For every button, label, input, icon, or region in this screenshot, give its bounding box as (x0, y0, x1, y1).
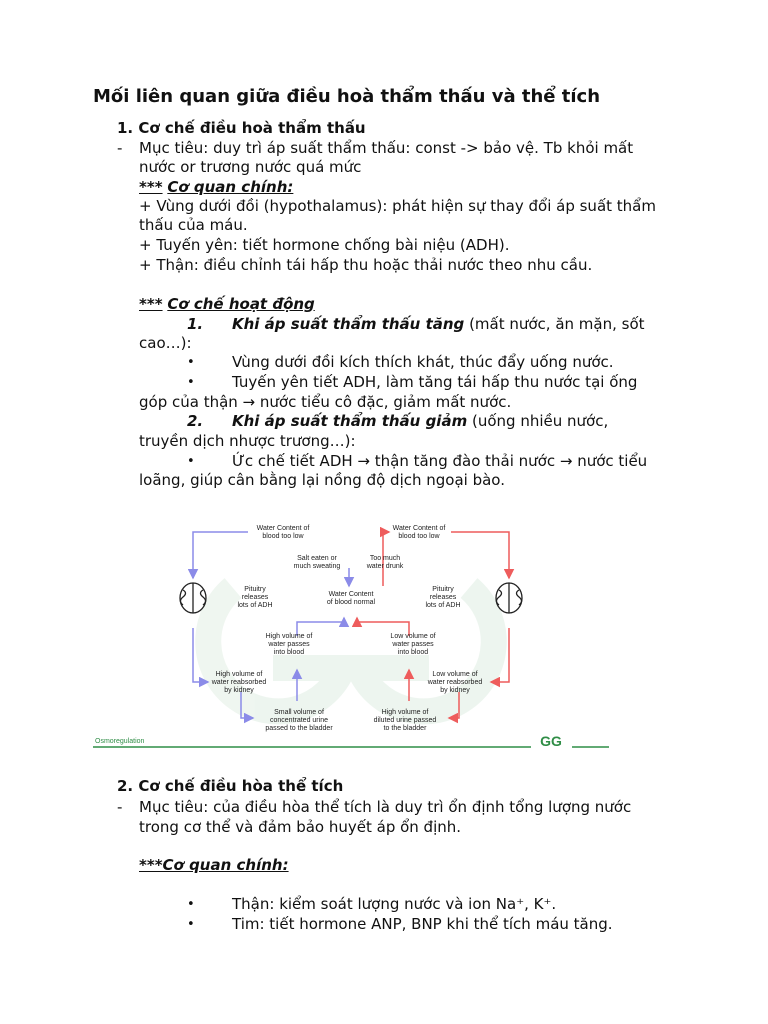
pituitary-right-label: Pituitry releases lots of ADH (425, 586, 461, 609)
organs-stars: *** (139, 178, 163, 196)
decrease-heading (232, 412, 608, 431)
increase-causes-line2: cao…): (139, 334, 192, 352)
increase-bullet1: Vùng dưới đồi kích thích khát, thúc đẩy uống nước. (232, 353, 614, 371)
bullet-icon: • (187, 375, 195, 390)
high-reabsorbed-label: High volume of water reabsorbed by kidney (211, 671, 267, 694)
mechanism-heading (139, 295, 315, 314)
goal-text-line1: Mục tiêu: duy trì áp suất thẩm thấu: const -> bảo vệ. Tb khỏi mất (139, 139, 634, 157)
water-low-right-label: Water Content of blood too low (392, 525, 446, 540)
hypothalamus-line1: + Vùng dưới đồi (hypothalamus): phát hiện sự thay đổi áp suất thẩm (139, 197, 656, 215)
pituitary-line: + Tuyến yên: tiết hormone chống bài niệu (ADH). (139, 236, 510, 254)
section-2-heading: 2. Cơ chế điều hòa thể tích (117, 777, 344, 795)
bullet-icon: • (187, 897, 195, 912)
mechanism-stars: *** (139, 295, 163, 313)
decrease-label: Khi áp suất thẩm thấu giảm (232, 412, 468, 430)
decrease-causes-line2: truyền dịch nhược trương…): (139, 432, 356, 450)
increase-number: 1. (187, 315, 204, 333)
bullet-icon: • (187, 917, 195, 932)
hypothalamus-line2: thấu của máu. (139, 216, 248, 234)
low-volume-passes-label: Low volume of water passes into blood (390, 633, 436, 656)
goal2-dash: - (117, 798, 123, 816)
organs2-bullet2: Tim: tiết hormone ANP, BNP khi thể tích máu tăng. (232, 915, 613, 933)
brain-icon (180, 583, 206, 613)
kidney-line: + Thận: điều chỉnh tái hấp thu hoặc thải nước theo nhu cầu. (139, 256, 593, 274)
water-low-left-label: Water Content of blood too low (256, 525, 310, 540)
bullet-icon: • (187, 454, 195, 469)
decrease-number: 2. (187, 412, 204, 430)
decrease-causes: (uống nhiều nước, (471, 412, 609, 430)
page-title: Mối liên quan giữa điều hoà thẩm thấu và thể tích (93, 86, 601, 107)
increase-label: Khi áp suất thẩm thấu tăng (232, 315, 465, 333)
increase-bullet2-line2: góp của thận → nước tiểu cô đặc, giảm mất nước. (139, 393, 512, 411)
section-1-heading: 1. Cơ chế điều hoà thẩm thấu (117, 119, 366, 137)
pituitary-left-label: Pituitry releases lots of ADH (237, 586, 273, 609)
goal-dash: - (117, 139, 123, 157)
decrease-bullet1-line1: Ức chế tiết ADH → thận tăng đào thải nước → nước tiểu (232, 452, 648, 470)
svg-text:GG: GG (540, 733, 562, 749)
organs-heading (139, 178, 293, 197)
water-normal-label: Water Content of blood normal (326, 591, 376, 606)
low-reabsorbed-label: Low volume of water reabsorbed by kidney (427, 671, 483, 694)
organs-label: Cơ quan chính: (167, 178, 294, 196)
small-volume-urine-label: Small volume of concentrated urine passed to the bladder (265, 709, 333, 732)
mechanism-label: Cơ chế hoạt động (167, 295, 315, 313)
too-much-water-label: Too much water drunk (366, 555, 404, 570)
goal2-text-line1: Mục tiêu: của điều hòa thể tích là duy trì ổn định tổng lượng nước (139, 798, 632, 816)
increase-causes: (mất nước, ăn mặn, sốt (469, 315, 645, 333)
organs2-bullet1: Thận: kiểm soát lượng nước và ion Na⁺, K⁺. (232, 895, 557, 913)
footer-caption: Osmoregulation (95, 738, 145, 745)
brain-icon (496, 583, 522, 613)
goal-text-line2: nước or trương nước quá mức (139, 158, 362, 176)
bullet-icon: • (187, 355, 195, 370)
goal2-text-line2: trong cơ thể và đảm bảo huyết áp ổn định. (139, 818, 462, 836)
increase-bullet2-line1: Tuyến yên tiết ADH, làm tăng tái hấp thu nước tại ống (232, 373, 638, 391)
high-volume-passes-label: High volume of water passes into blood (265, 633, 313, 656)
geeksforgeeks-logo-icon (540, 733, 562, 749)
high-volume-urine-label: High volume of diluted urine passed to the bladder (373, 709, 437, 732)
organs2-heading: ***Cơ quan chính: (139, 856, 289, 874)
increase-heading (232, 315, 645, 334)
salt-eaten-label: Salt eaten or much sweating (293, 555, 341, 570)
decrease-bullet1-line2: loãng, giúp cân bằng lại nồng độ dịch ngoại bào. (139, 471, 505, 489)
osmoregulation-diagram (93, 518, 609, 752)
